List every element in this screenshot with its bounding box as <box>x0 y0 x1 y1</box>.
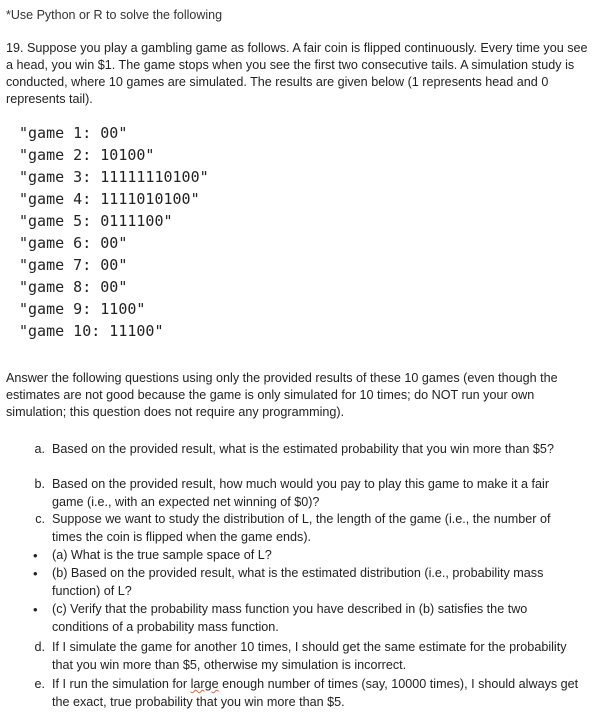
list-marker: a. <box>34 442 45 456</box>
game-result-line: "game 7: 00" <box>19 256 128 274</box>
question-text: (a) What is the true sample space of L? <box>52 548 272 562</box>
list-marker: e. <box>34 677 45 691</box>
game-result-line: "game 6: 00" <box>19 234 128 252</box>
question-text: (c) Verify that the probability mass function you have described in (b) satisfies the two conditions of a probability mass function. <box>52 602 528 634</box>
question-text <box>52 676 582 711</box>
list-marker: c. <box>35 512 45 526</box>
game-result-line: "game 4: 1111010100" <box>19 190 200 208</box>
game-result-line: "game 3: 11111110100" <box>19 168 209 186</box>
question-text: Based on the provided result, what is the estimated probability that you win more than $5? <box>52 442 554 456</box>
problem-statement: 19. Suppose you play a gambling game as follows. A fair coin is flipped continuously. Every time you see a head, you win $1. The game stops when you see the first two consecutive tails. A simulation study is conducted, where 10 games are simulated. The results are given below (1 represents head and 0 represents tail). <box>6 41 588 106</box>
question-text: Based on the provided result, how much would you pay to play this game to make it a fair game (i.e., with an expected net winning of $0)? <box>52 477 550 509</box>
answer-instructions: Answer the following questions using only the provided results of these 10 games (even though the estimates are not good because the game is only simulated for 10 times; do NOT run your own simulation; this question does not require any programming). <box>6 371 558 419</box>
list-marker: d. <box>34 640 45 654</box>
question-text: Suppose we want to study the distribution of L, the length of the game (i.e., the number of times the coin is flipped when the game ends). <box>52 512 551 544</box>
game-result-line: "game 9: 1100" <box>19 300 146 318</box>
bullet-icon: • <box>33 566 38 581</box>
game-result-line: "game 1: 00" <box>19 124 128 142</box>
question-text-part: enough number of times (say, 10000 times), I should always get the exact, true probability that you win more than $5. <box>52 677 579 709</box>
question-text: (b) Based on the provided result, what is the estimated distribution (i.e., probability mass function) of L? <box>52 566 544 598</box>
game-result-line: "game 10: 11100" <box>19 322 164 340</box>
game-results-block <box>19 122 419 342</box>
question-text: If I simulate the game for another 10 times, I should get the same estimate for the probability that you win more than $5, otherwise my simulation is incorrect. <box>52 640 567 672</box>
question-text-part: If I run the simulation for <box>52 677 191 691</box>
instruction-note: *Use Python or R to solve the following <box>6 8 223 22</box>
game-result-line: "game 5: 0111100" <box>19 212 173 230</box>
game-result-line: "game 8: 00" <box>19 278 128 296</box>
list-marker: b. <box>34 477 45 491</box>
bullet-icon: • <box>33 548 38 563</box>
bullet-icon: • <box>33 602 38 617</box>
game-result-line: "game 2: 10100" <box>19 146 155 164</box>
spellcheck-underlined-word: large <box>190 677 219 691</box>
